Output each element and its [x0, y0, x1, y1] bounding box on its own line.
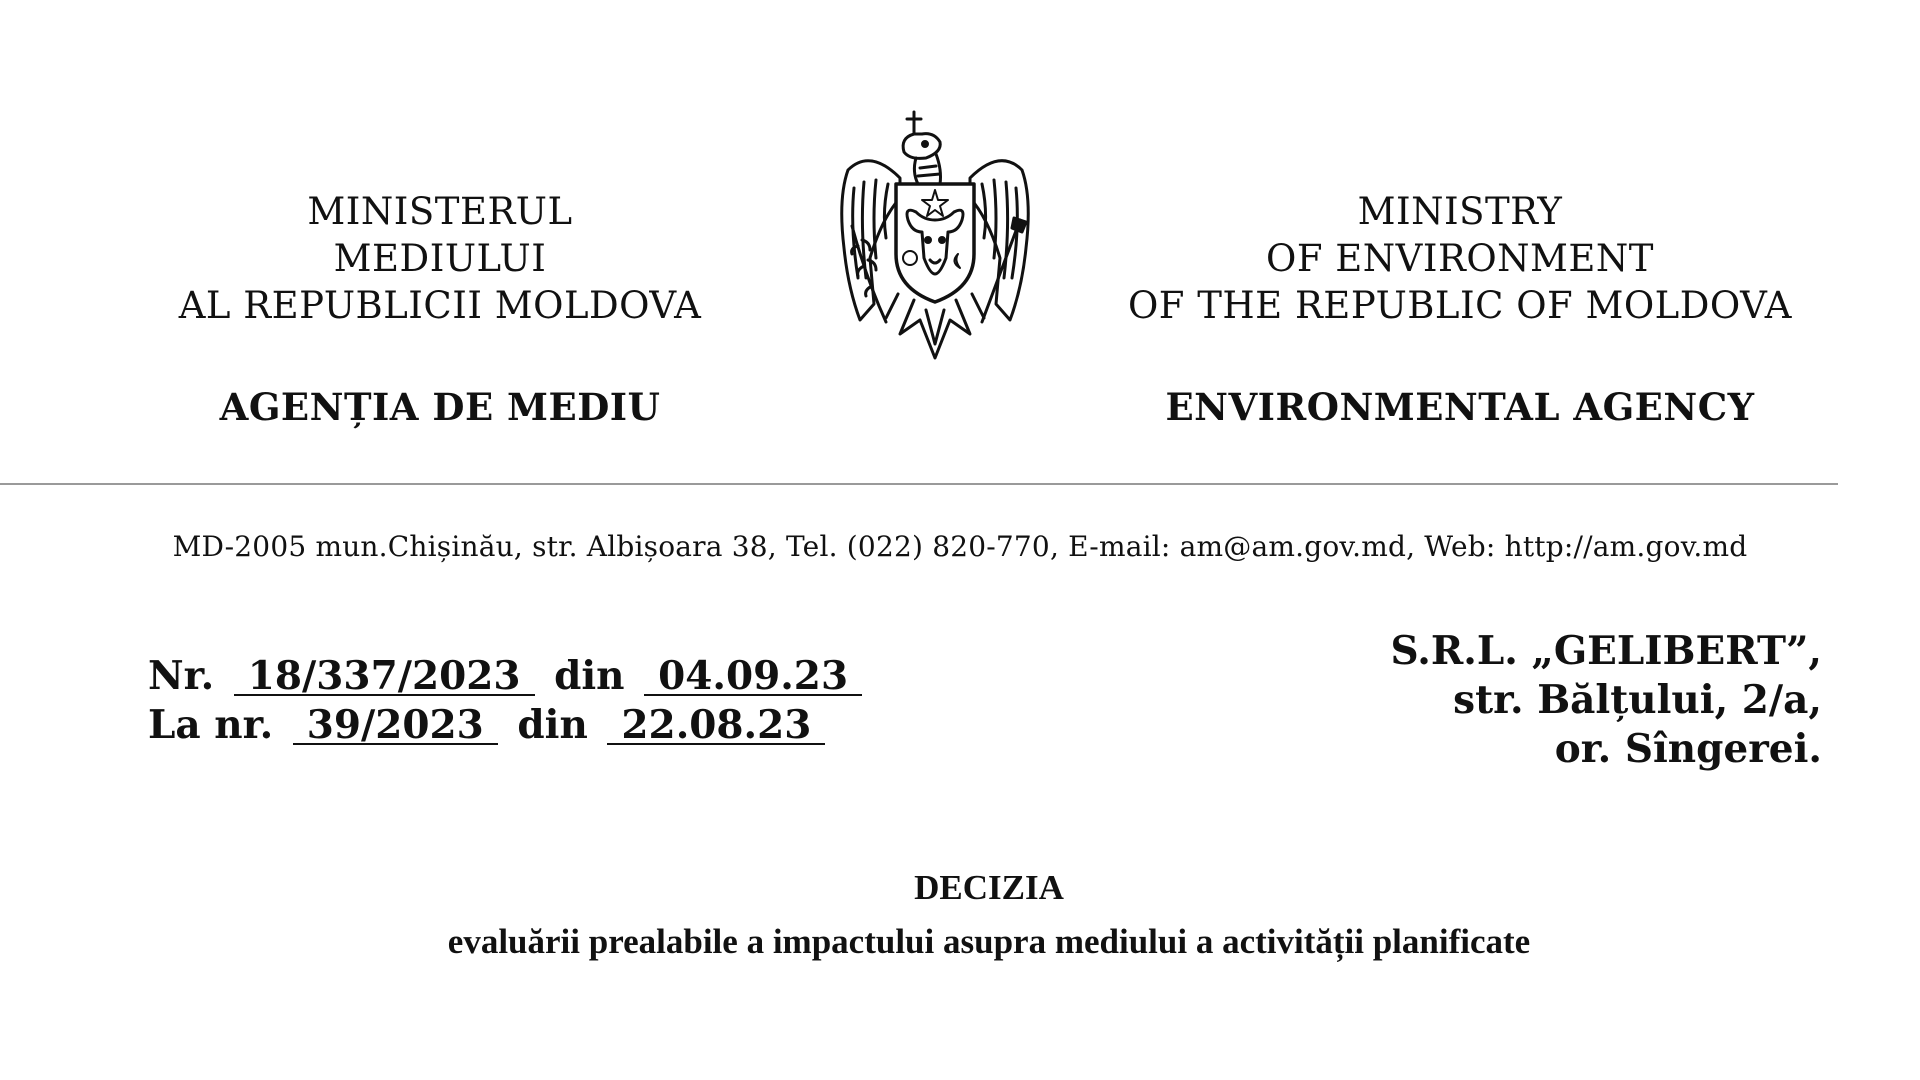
- outgoing-number-line: [148, 652, 868, 701]
- din-label: din: [554, 653, 625, 699]
- nr-date: 04.09.23: [644, 658, 862, 696]
- ministry-name-en-line3: OF THE REPUBLIC OF MOLDOVA: [1127, 284, 1793, 327]
- recipient-street: str. Bălțului, 2/a,: [1453, 677, 1822, 723]
- ministry-name-en-line1: MINISTRY: [1357, 190, 1563, 233]
- recipient-town: or. Sîngerei.: [1554, 726, 1822, 772]
- la-nr-value: 39/2023: [293, 707, 498, 745]
- moldova-coat-of-arms-icon: [830, 108, 1040, 368]
- header-left-ministry: [110, 188, 770, 329]
- nr-label: Nr.: [148, 653, 215, 699]
- header-right-ministry: [1100, 188, 1820, 329]
- reference-block: [148, 652, 868, 750]
- ministry-name-ro-line3: AL REPUBLICII MOLDOVA: [178, 284, 702, 327]
- agency-name-en: ENVIRONMENTAL AGENCY: [1165, 385, 1755, 429]
- agency-name-ro: AGENȚIA DE MEDIU: [219, 385, 661, 429]
- recipient-address: [1391, 627, 1823, 774]
- la-nr-date: 22.08.23: [607, 707, 825, 745]
- recipient-company: S.R.L. „GELIBERT”,: [1390, 628, 1822, 674]
- header-divider: [0, 483, 1838, 485]
- ministry-name-ro-line2: MEDIULUI: [333, 237, 547, 280]
- decision-title: DECIZIA: [914, 868, 1064, 907]
- la-nr-label: La nr.: [148, 702, 274, 748]
- din-label-2: din: [517, 702, 588, 748]
- nr-value: 18/337/2023: [234, 658, 535, 696]
- ministry-name-en-line2: OF ENVIRONMENT: [1265, 237, 1654, 280]
- incoming-number-line: [148, 701, 868, 750]
- decision-subtitle: evaluării prealabile a impactului asupra mediului a activității planificate: [447, 922, 1531, 961]
- ministry-name-ro-line1: MINISTERUL: [307, 190, 573, 233]
- contact-line: MD-2005 mun.Chișinău, str. Albișoara 38, Tel. (022) 820-770, E-mail: am@am.gov.md, Web: http://am.gov.md: [172, 530, 1748, 563]
